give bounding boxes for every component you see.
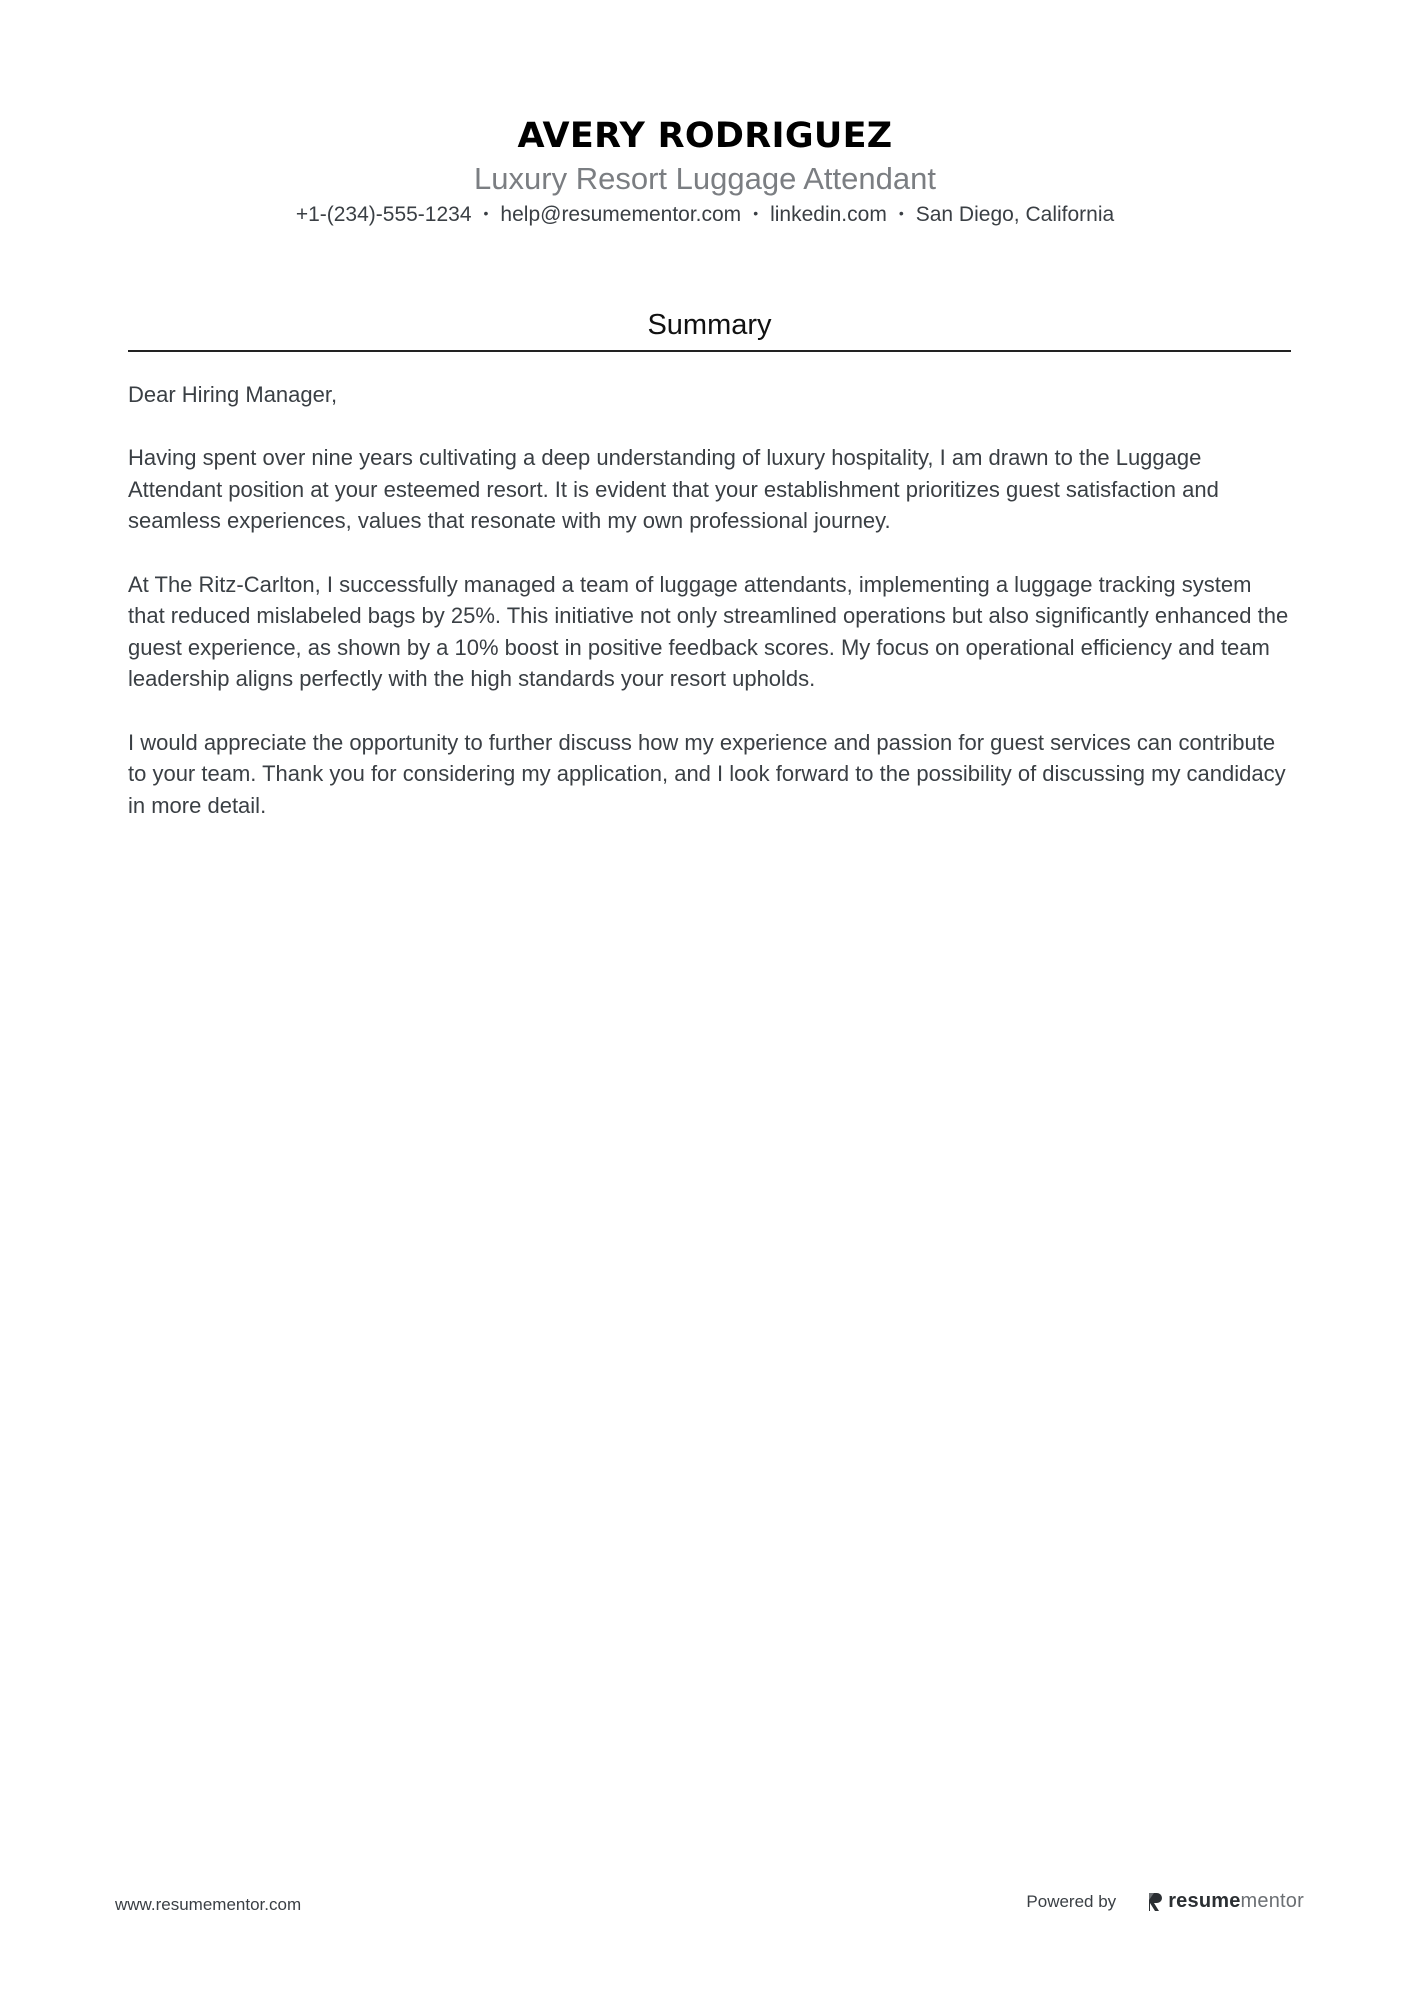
separator-dot: • <box>898 205 904 222</box>
resumementor-logo-icon <box>1146 1891 1164 1913</box>
body-paragraph: Having spent over nine years cultivating a deep understanding of luxury hospitality, I am drawn to the Luggage Attendant position at your esteemed resort. It is evident that your establishment prioritizes guest satisfaction and seamless experiences, values that resonate with my own professional journey. <box>128 445 1219 534</box>
body-paragraph: I would appreciate the opportunity to further discuss how my experience and passion for guest services can contribute to your team. Thank you for considering my application, and I look forward to the possibility of discussing my candidacy in more detail. <box>128 729 1286 818</box>
logo-text-bold: resume <box>1168 1890 1241 1912</box>
section-divider <box>128 350 1291 352</box>
powered-by-label: Powered by <box>1026 1891 1117 1911</box>
logo-text-light: mentor <box>1240 1890 1304 1912</box>
footer-branding <box>1026 1890 1304 1913</box>
contact-phone: +1-(234)-555-1234 <box>295 203 472 226</box>
resumementor-logo[interactable] <box>1146 1890 1304 1913</box>
contact-linkedin[interactable]: linkedin.com <box>770 203 887 226</box>
job-title: Luxury Resort Luggage Attendant <box>474 161 936 196</box>
body-paragraph: At The Ritz-Carlton, I successfully managed a team of luggage attendants, implementing a luggage tracking system that reduced mislabeled bags by 25%. This initiative not only streamlined operations but also significantly enhanced the guest experience, as shown by a 10% boost in positive feedback scores. My focus on operational efficiency and team leadership aligns perfectly with the high standards your resort upholds. <box>128 571 1289 692</box>
contact-location: San Diego, California <box>915 203 1115 226</box>
header <box>0 112 1410 230</box>
contact-line <box>0 200 1410 230</box>
contact-email[interactable]: help@resumementor.com <box>500 203 742 226</box>
separator-dot: • <box>483 205 489 222</box>
footer-website[interactable]: www.resumementor.com <box>115 1895 302 1914</box>
separator-dot: • <box>753 205 759 222</box>
section-heading-summary: Summary <box>647 309 772 341</box>
salutation: Dear Hiring Manager, <box>128 382 338 407</box>
letter-body <box>128 379 1291 853</box>
candidate-name: AVERY RODRIGUEZ <box>517 116 893 156</box>
logo-wordmark <box>1168 1890 1304 1913</box>
